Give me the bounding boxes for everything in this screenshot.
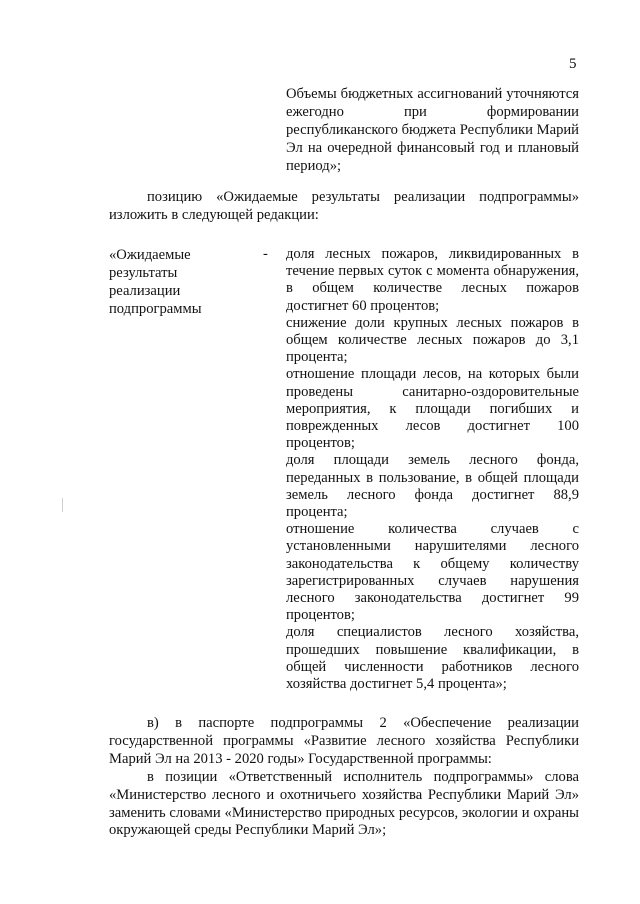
intro-paragraph: позицию «Ожидаемые результаты реализации подпрограммы» изложить в следующей редакции: — [109, 189, 579, 223]
budget-note: Объемы бюджетных ассигнований уточняются ежегодно при формировании республиканского бюджета Республики Марий Эл на очередной финансовый год и плановый период»; — [286, 86, 579, 174]
result-item: доля лесных пожаров, ликвидированных в течение первых суток с момента обнаружения, в общем количестве лесных пожаров достигнет 60 процентов; — [286, 246, 579, 314]
results-label: «Ожидаемые результаты реализации подпрограммы — [109, 247, 202, 317]
result-item: доля площади земель лесного фонда, переданных в пользование, в общей площади земель лесного фонда достигнет 88,9 процента; — [286, 452, 579, 521]
result-item: отношение количества случаев с установленными нарушителями лесного законодательства к общему количеству зарегистрированных случаев нарушения лесного законодательства достигнет 99 процентов; — [286, 521, 579, 624]
faint-margin-mark — [62, 498, 63, 512]
result-item: доля специалистов лесного хозяйства, прошедших повышение квалификации, в общей численности работников лесного хозяйства достигнет 5,4 процента»; — [286, 624, 579, 693]
result-item: снижение доли крупных лесных пожаров в общем количестве лесных пожаров до 3,1 процента; — [286, 314, 579, 366]
results-dash: - — [263, 246, 268, 262]
page-number: 5 — [569, 56, 577, 72]
result-item: отношение площади лесов, на которых были проведены санитарно-оздоровительные мероприятия, к площади погибших и поврежденных лесов достигнет 100 процентов; — [286, 366, 579, 452]
section-b-paragraph: в) в паспорте подпрограммы 2 «Обеспечение реализации государственной программы «Развитие лесного хозяйства Республики Марий Эл на 2013 - 2020 годы» Государственной программы: — [109, 715, 579, 767]
results-list — [286, 246, 579, 693]
section-b-item-paragraph: в позиции «Ответственный исполнитель подпрограммы» слова «Министерство лесного и охотничьего хозяйства Республики Марий Эл» заменить словами «Министерство природных ресурсов, экологии и охраны окружающей среды Республики Марий Эл»; — [109, 769, 579, 839]
